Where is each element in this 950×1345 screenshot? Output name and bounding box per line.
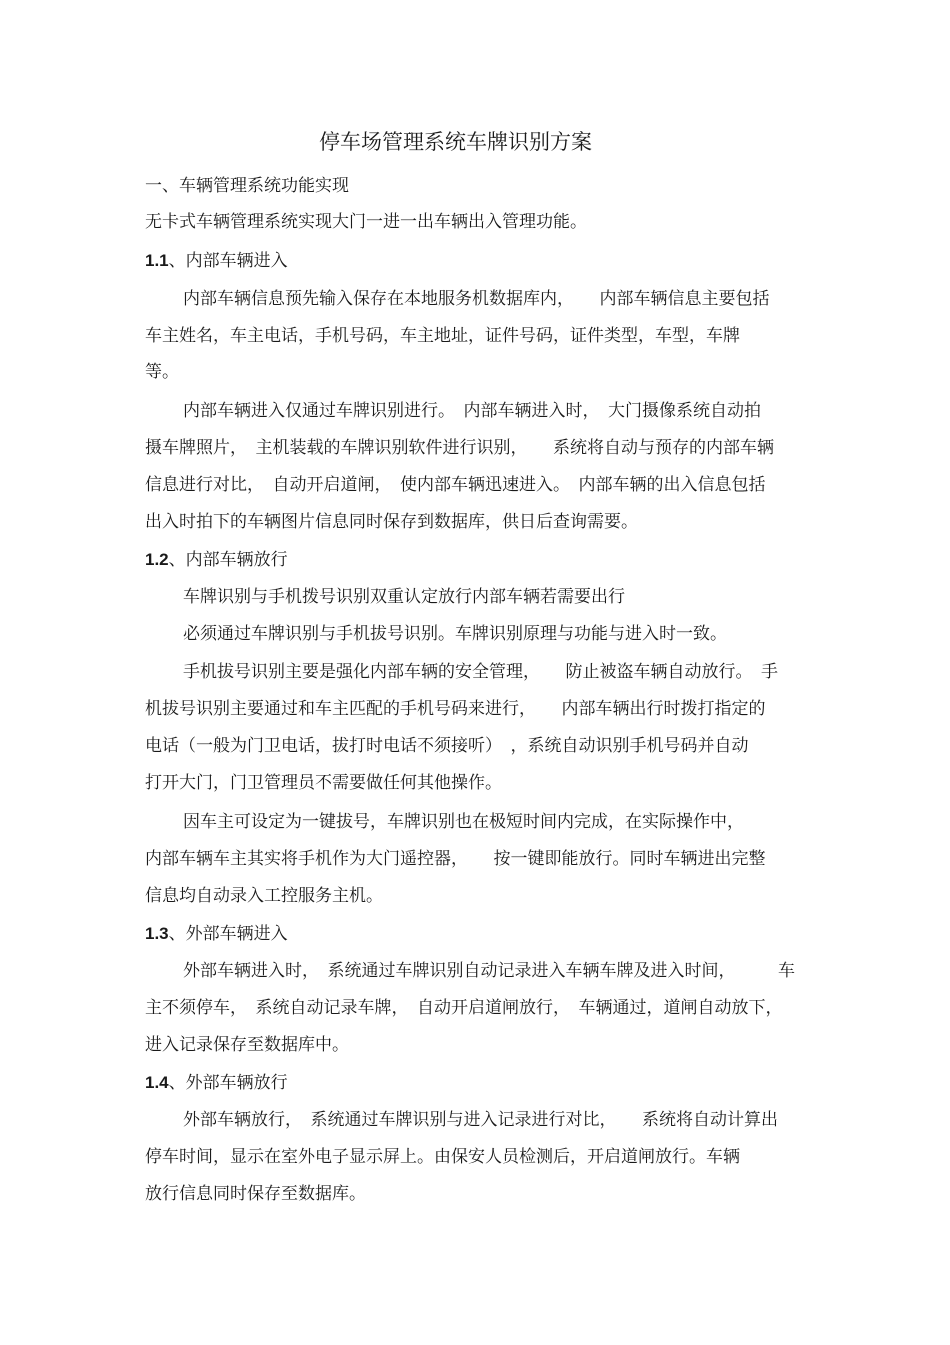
paragraph-line: 外部车辆放行， 系统通过车牌识别与进入记录进行对比， 系统将自动计算出: [183, 1110, 778, 1130]
paragraph-line: 外部车辆进入时， 系统通过车牌识别自动记录进入车辆车牌及进入时间， 车: [183, 961, 795, 981]
page-title: 停车场管理系统车牌识别方案: [319, 130, 592, 154]
paragraph-line: 放行信息同时保存至数据库。: [145, 1184, 366, 1204]
subsection-number: 1.4: [145, 1073, 169, 1092]
subsection-1-2-heading: [145, 549, 288, 571]
paragraph-line: 主不须停车， 系统自动记录车牌， 自动开启道闸放行， 车辆通过，道闸自动放下，: [145, 998, 783, 1018]
paragraph-line: 信息进行对比， 自动开启道闸， 使内部车辆迅速进入。 内部车辆的出入信息包括: [145, 475, 766, 495]
subsection-title: 、外部车辆放行: [168, 1073, 288, 1093]
section-1-heading: 一、车辆管理系统功能实现: [145, 176, 349, 196]
subsection-number: 1.1: [145, 251, 169, 270]
paragraph-line: 等。: [145, 362, 179, 382]
subsection-title: 、内部车辆进入: [168, 251, 288, 271]
paragraph-line: 必须通过车牌识别与手机拔号识别。车牌识别原理与功能与进入时一致。: [183, 624, 727, 644]
paragraph-line: 打开大门，门卫管理员不需要做任何其他操作。: [145, 773, 502, 793]
paragraph-line: 进入记录保存至数据库中。: [145, 1035, 349, 1055]
section-1-intro: 无卡式车辆管理系统实现大门一进一出车辆出入管理功能。: [145, 212, 587, 232]
subsection-1-1-heading: [145, 250, 288, 272]
paragraph-line: 内部车辆车主其实将手机作为大门遥控器， 按一键即能放行。同时车辆进出完整: [145, 849, 766, 869]
subsection-1-3-heading: [145, 923, 288, 945]
paragraph-line: 摄车牌照片， 主机装载的车牌识别软件进行识别， 系统将自动与预存的内部车辆: [145, 438, 774, 458]
paragraph-line: 因车主可设定为一键拔号，车牌识别也在极短时间内完成，在实际操作中，: [183, 812, 744, 832]
paragraph-line: 信息均自动录入工控服务主机。: [145, 886, 383, 906]
paragraph-line: 停车时间，显示在室外电子显示屏上。由保安人员检测后，开启道闸放行。车辆: [145, 1147, 740, 1167]
paragraph-line: 出入时拍下的车辆图片信息同时保存到数据库，供日后查询需要。: [145, 512, 638, 532]
paragraph-line: 车牌识别与手机拨号识别双重认定放行内部车辆若需要出行: [183, 587, 625, 607]
subsection-number: 1.3: [145, 924, 169, 943]
paragraph-line: 手机拔号识别主要是强化内部车辆的安全管理， 防止被盗车辆自动放行。 手: [183, 662, 778, 682]
subsection-1-4-heading: [145, 1072, 288, 1094]
paragraph-line: 内部车辆进入仅通过车牌识别进行。 内部车辆进入时， 大门摄像系统自动拍: [183, 401, 761, 421]
subsection-title: 、内部车辆放行: [168, 550, 288, 570]
paragraph-line: 机拔号识别主要通过和车主匹配的手机号码来进行， 内部车辆出行时拨打指定的: [145, 699, 766, 719]
paragraph-line: 车主姓名，车主电话，手机号码，车主地址，证件号码，证件类型，车型，车牌: [145, 326, 740, 346]
subsection-number: 1.2: [145, 550, 169, 569]
subsection-title: 、外部车辆进入: [168, 924, 288, 944]
paragraph-line: 内部车辆信息预先输入保存在本地服务机数据库内， 内部车辆信息主要包括: [183, 289, 770, 309]
paragraph-line: 电话（一般为门卫电话，拔打时电话不须接听） ，系统自动识别手机号码并自动: [145, 736, 749, 756]
